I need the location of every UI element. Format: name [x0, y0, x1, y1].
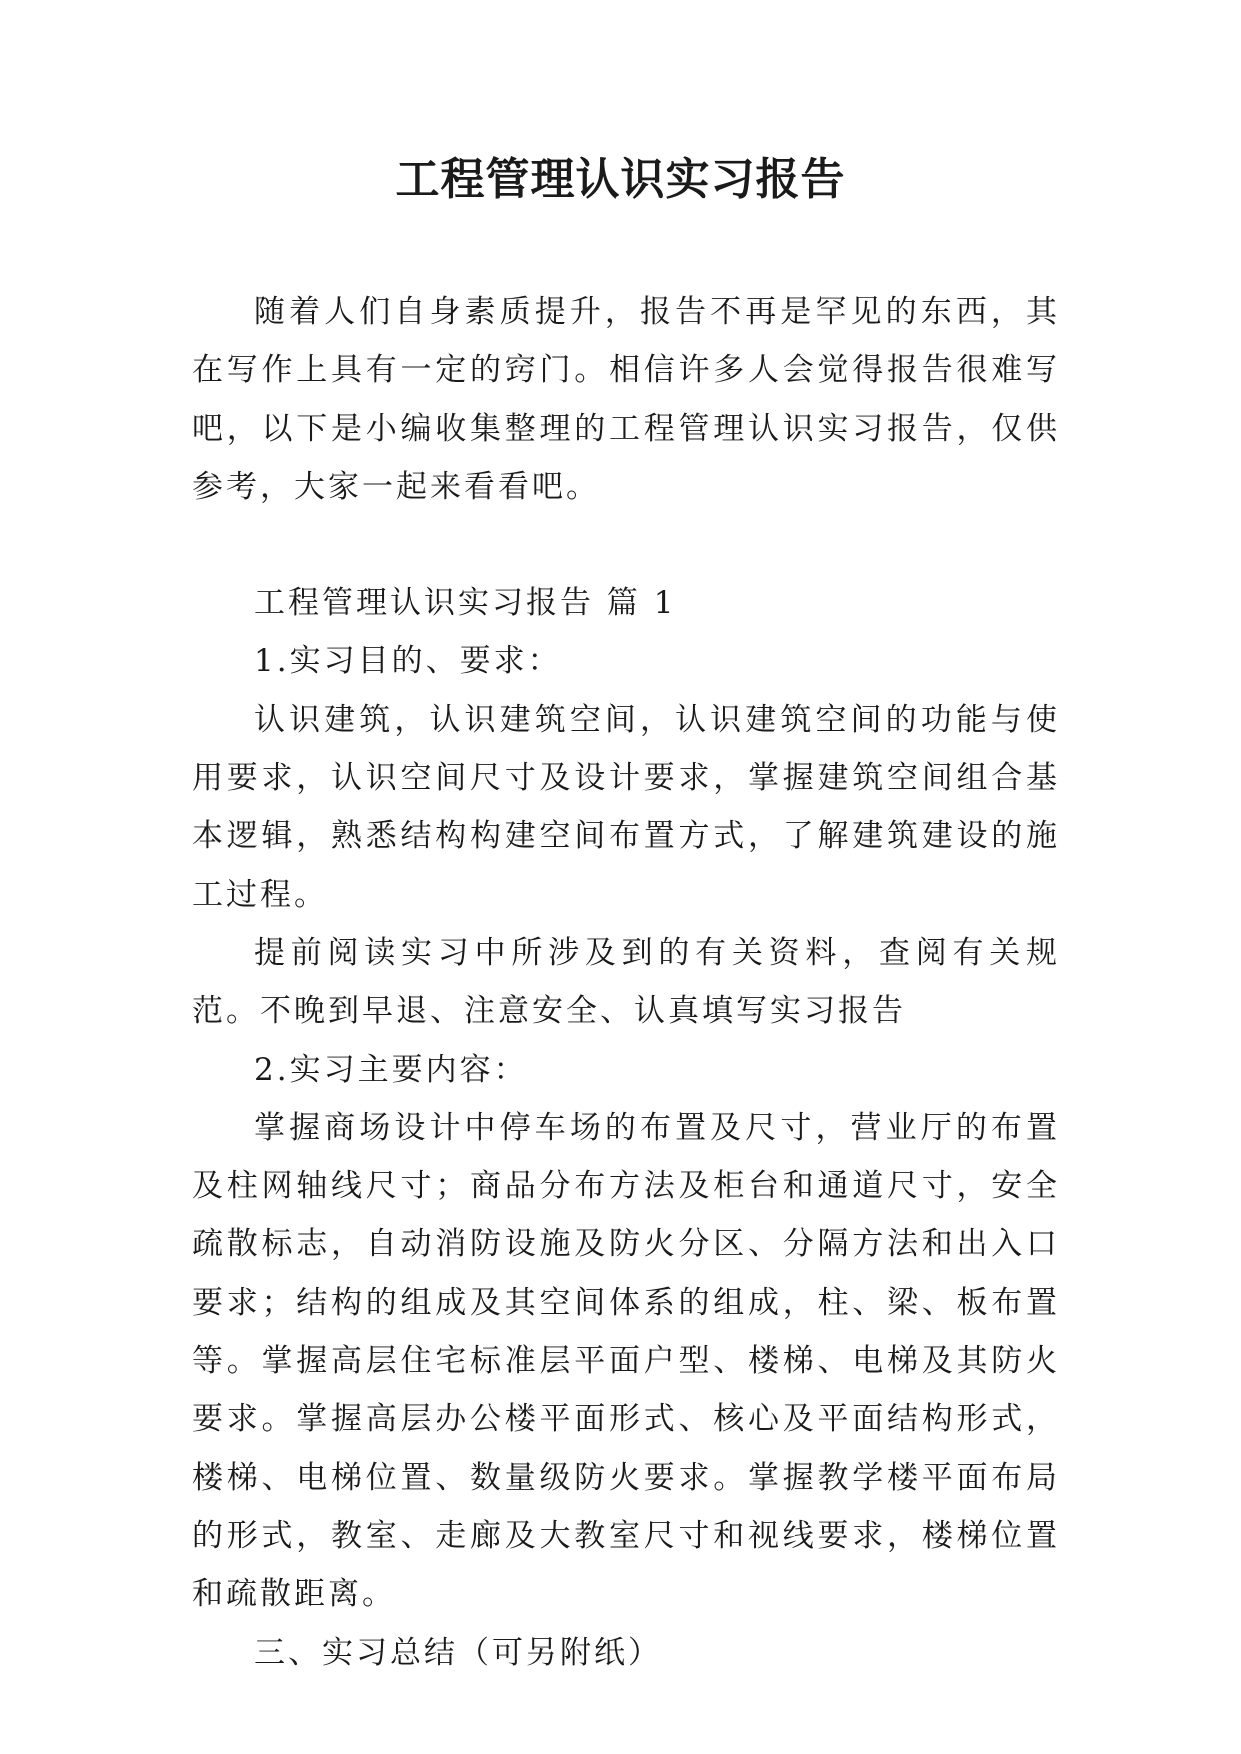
paragraph-spacer: [192, 516, 1060, 574]
subheading-content: 2.实习主要内容：: [254, 1051, 528, 1088]
document-title: 工程管理认识实习报告: [395, 154, 846, 205]
subheading-summary: 三、实习总结（可另附纸）: [254, 1634, 662, 1671]
requirements-paragraph: 提前阅读实习中所涉及到的有关资料，查阅有关规范。不晚到早退、注意安全、认真填写实习报告: [192, 934, 1060, 1030]
subheading-goals: 1.实习目的、要求：: [254, 643, 562, 680]
goals-paragraph: 认识建筑，认识建筑空间，认识建筑空间的功能与使用要求，认识空间尺寸及设计要求，掌握建筑空间组合基本逻辑，熟悉结构构建空间布置方式，了解建筑建设的施工过程。: [192, 701, 1060, 913]
intro-paragraph: 随着人们自身素质提升，报告不再是罕见的东西，其在写作上具有一定的窍门。相信许多人会觉得报告很难写吧，以下是小编收集整理的工程管理认识实习报告，仅供参考，大家一起来看看吧。: [192, 294, 1060, 505]
section-heading: 工程管理认识实习报告 篇 1: [254, 585, 677, 622]
document-body: [192, 283, 1060, 1682]
content-paragraph: 掌握商场设计中停车场的布置及尺寸，营业厅的布置及柱网轴线尺寸；商品分布方法及柜台和通道尺寸，安全疏散标志，自动消防设施及防火分区、分隔方法和出入口要求；结构的组成及其空间体系的组成，柱、梁、板布置等。掌握高层住宅标准层平面户型、楼梯、电梯及其防火要求。掌握高层办公楼平面形式、核心及平面结构形式，楼梯、电梯位置、数量级防火要求。掌握教学楼平面布局的形式，教室、走廊及大教室尺寸和视线要求，楼梯位置和疏散距离。: [192, 1109, 1060, 1613]
